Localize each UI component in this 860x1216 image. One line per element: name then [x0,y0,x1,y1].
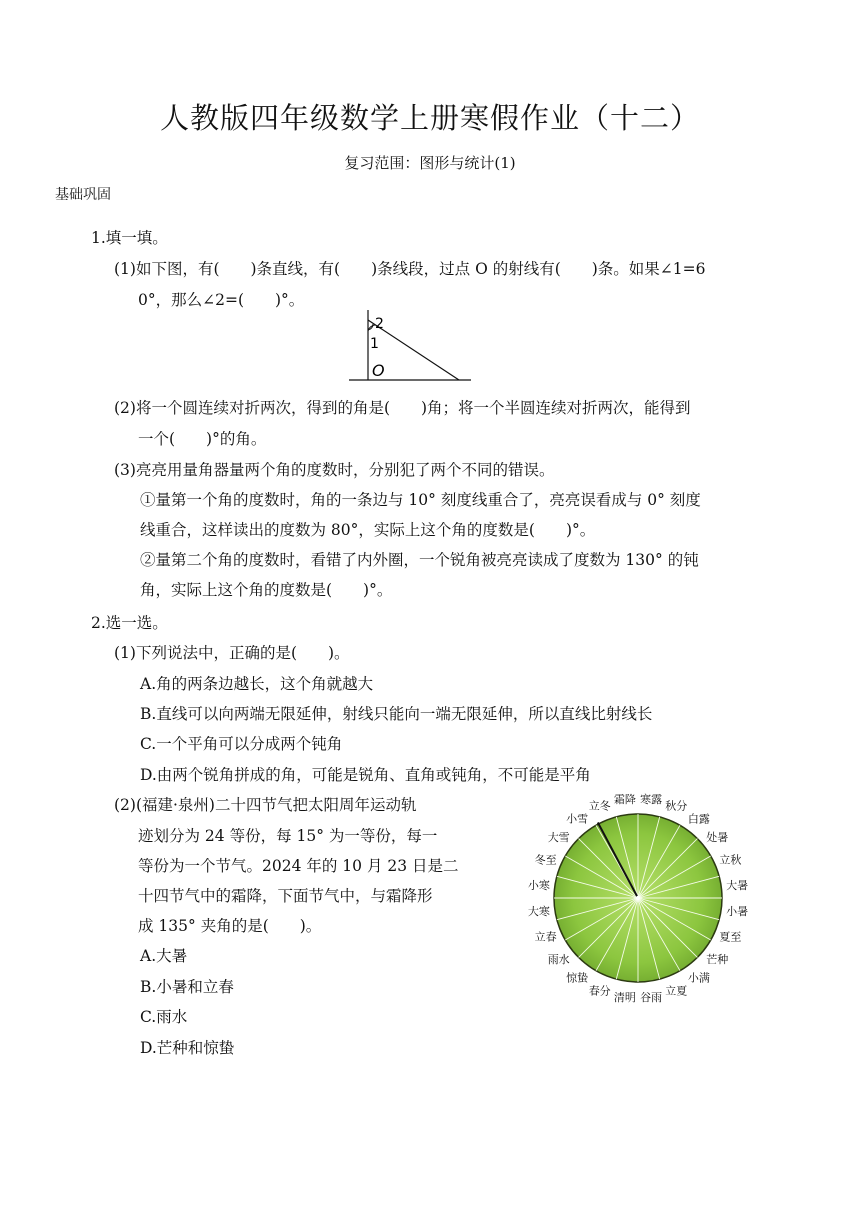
q2-part1-question: (1)下列说法中，正确的是( )。 [114,644,350,662]
solar-term-label: 春分 [588,984,611,998]
q1-part2-line1: (2)将一个圆连续对折两次，得到的角是( )角；将一个半圆连续对折两次，能得到 [114,399,691,417]
solar-term-label: 小暑 [726,905,749,919]
angle-figure [345,306,475,386]
solar-term-label: 大雪 [547,831,570,845]
solar-term-label: 雨水 [547,952,570,966]
q2-part2-line3: 等份为一个节气。2024 年的 10 月 23 日是二 [138,857,459,875]
q1-part1-line1: (1)如下图，有( )条直线，有( )条线段，过点 O 的射线有( )条。如果∠1=6 [114,260,706,278]
q2-heading: 2.选一选。 [91,614,168,632]
solar-term-label: 秋分 [665,799,688,813]
wheel-center [636,896,640,900]
q2-part1-option-c: C.一个平角可以分成两个钝角 [140,735,343,753]
angle-label-2: 2 [375,316,384,332]
q1-heading: 1.填一填。 [91,229,168,247]
solar-term-label: 大寒 [527,905,550,919]
page-title: 人教版四年级数学上册寒假作业（十二） [159,101,700,135]
page-subtitle: 复习范围：图形与统计(1) [344,154,516,172]
q2-part2-option-d: D.芒种和惊蛰 [140,1039,235,1057]
solar-term-label: 立冬 [588,799,611,813]
q2-part2-line4: 十四节气中的霜降，下面节气中，与霜降形 [138,887,433,905]
solar-term-label: 霜降 [613,792,636,806]
solar-term-label: 夏至 [719,930,742,944]
solar-terms-wheel [508,790,768,1005]
q1-part3a-line1: ①量第一个角的度数时，角的一条边与 10° 刻度线重合了，亮亮误看成与 0° 刻度 [140,491,701,509]
angle-label-1: 1 [370,336,379,352]
solar-term-label: 冬至 [534,853,557,867]
solar-term-label: 谷雨 [640,991,663,1005]
point-label-o: O [372,361,385,380]
q2-part2-option-a: A.大暑 [140,947,188,965]
solar-term-label: 惊蛰 [566,971,589,985]
q2-part2-line5: 成 135° 夹角的是( )。 [138,917,322,935]
q1-part2-line2: 一个( )°的角。 [138,430,267,448]
solar-term-label: 立春 [534,930,557,944]
q2-part2-option-b: B.小暑和立春 [140,978,234,996]
solar-term-label: 处暑 [706,831,729,845]
q1-part3-line1: (3)亮亮用量角器量两个角的度数时，分别犯了两个不同的错误。 [114,461,555,479]
solar-term-label: 立夏 [665,984,688,998]
q2-part1-option-a: A.角的两条边越长，这个角就越大 [140,675,374,693]
solar-term-label: 寒露 [640,792,663,806]
solar-term-label: 立秋 [719,853,742,867]
solar-term-label: 小雪 [566,812,589,826]
q2-part2-option-c: C.雨水 [140,1008,188,1026]
q1-part3b-line1: ②量第二个角的度数时，看错了内外圈，一个锐角被亮亮读成了度数为 130° 的钝 [140,551,699,569]
q1-part1-line2: 0°，那么∠2=( )°。 [138,291,305,309]
section-heading: 基础巩固 [55,187,111,203]
q1-part3a-line2: 线重合，这样读出的度数为 80°，实际上这个角的度数是( )°。 [140,521,596,539]
q2-part2-line1: (2)(福建·泉州)二十四节气把太阳周年运动轨 [114,796,417,814]
solar-term-label: 大暑 [726,878,749,892]
solar-term-label: 白露 [687,812,710,826]
solar-term-label: 芒种 [706,952,729,966]
q2-part2-line2: 迹划分为 24 等份，每 15° 为一等份，每一 [138,827,438,845]
solar-term-label: 小寒 [527,878,550,892]
solar-term-label: 小满 [687,971,710,985]
solar-term-label: 清明 [613,991,636,1005]
q2-part1-option-b: B.直线可以向两端无限延伸，射线只能向一端无限延伸，所以直线比射线长 [140,705,653,723]
q2-part1-option-d: D.由两个锐角拼成的角，可能是锐角、直角或钝角，不可能是平角 [140,766,591,784]
q1-part3b-line2: 角，实际上这个角的度数是( )°。 [140,581,393,599]
